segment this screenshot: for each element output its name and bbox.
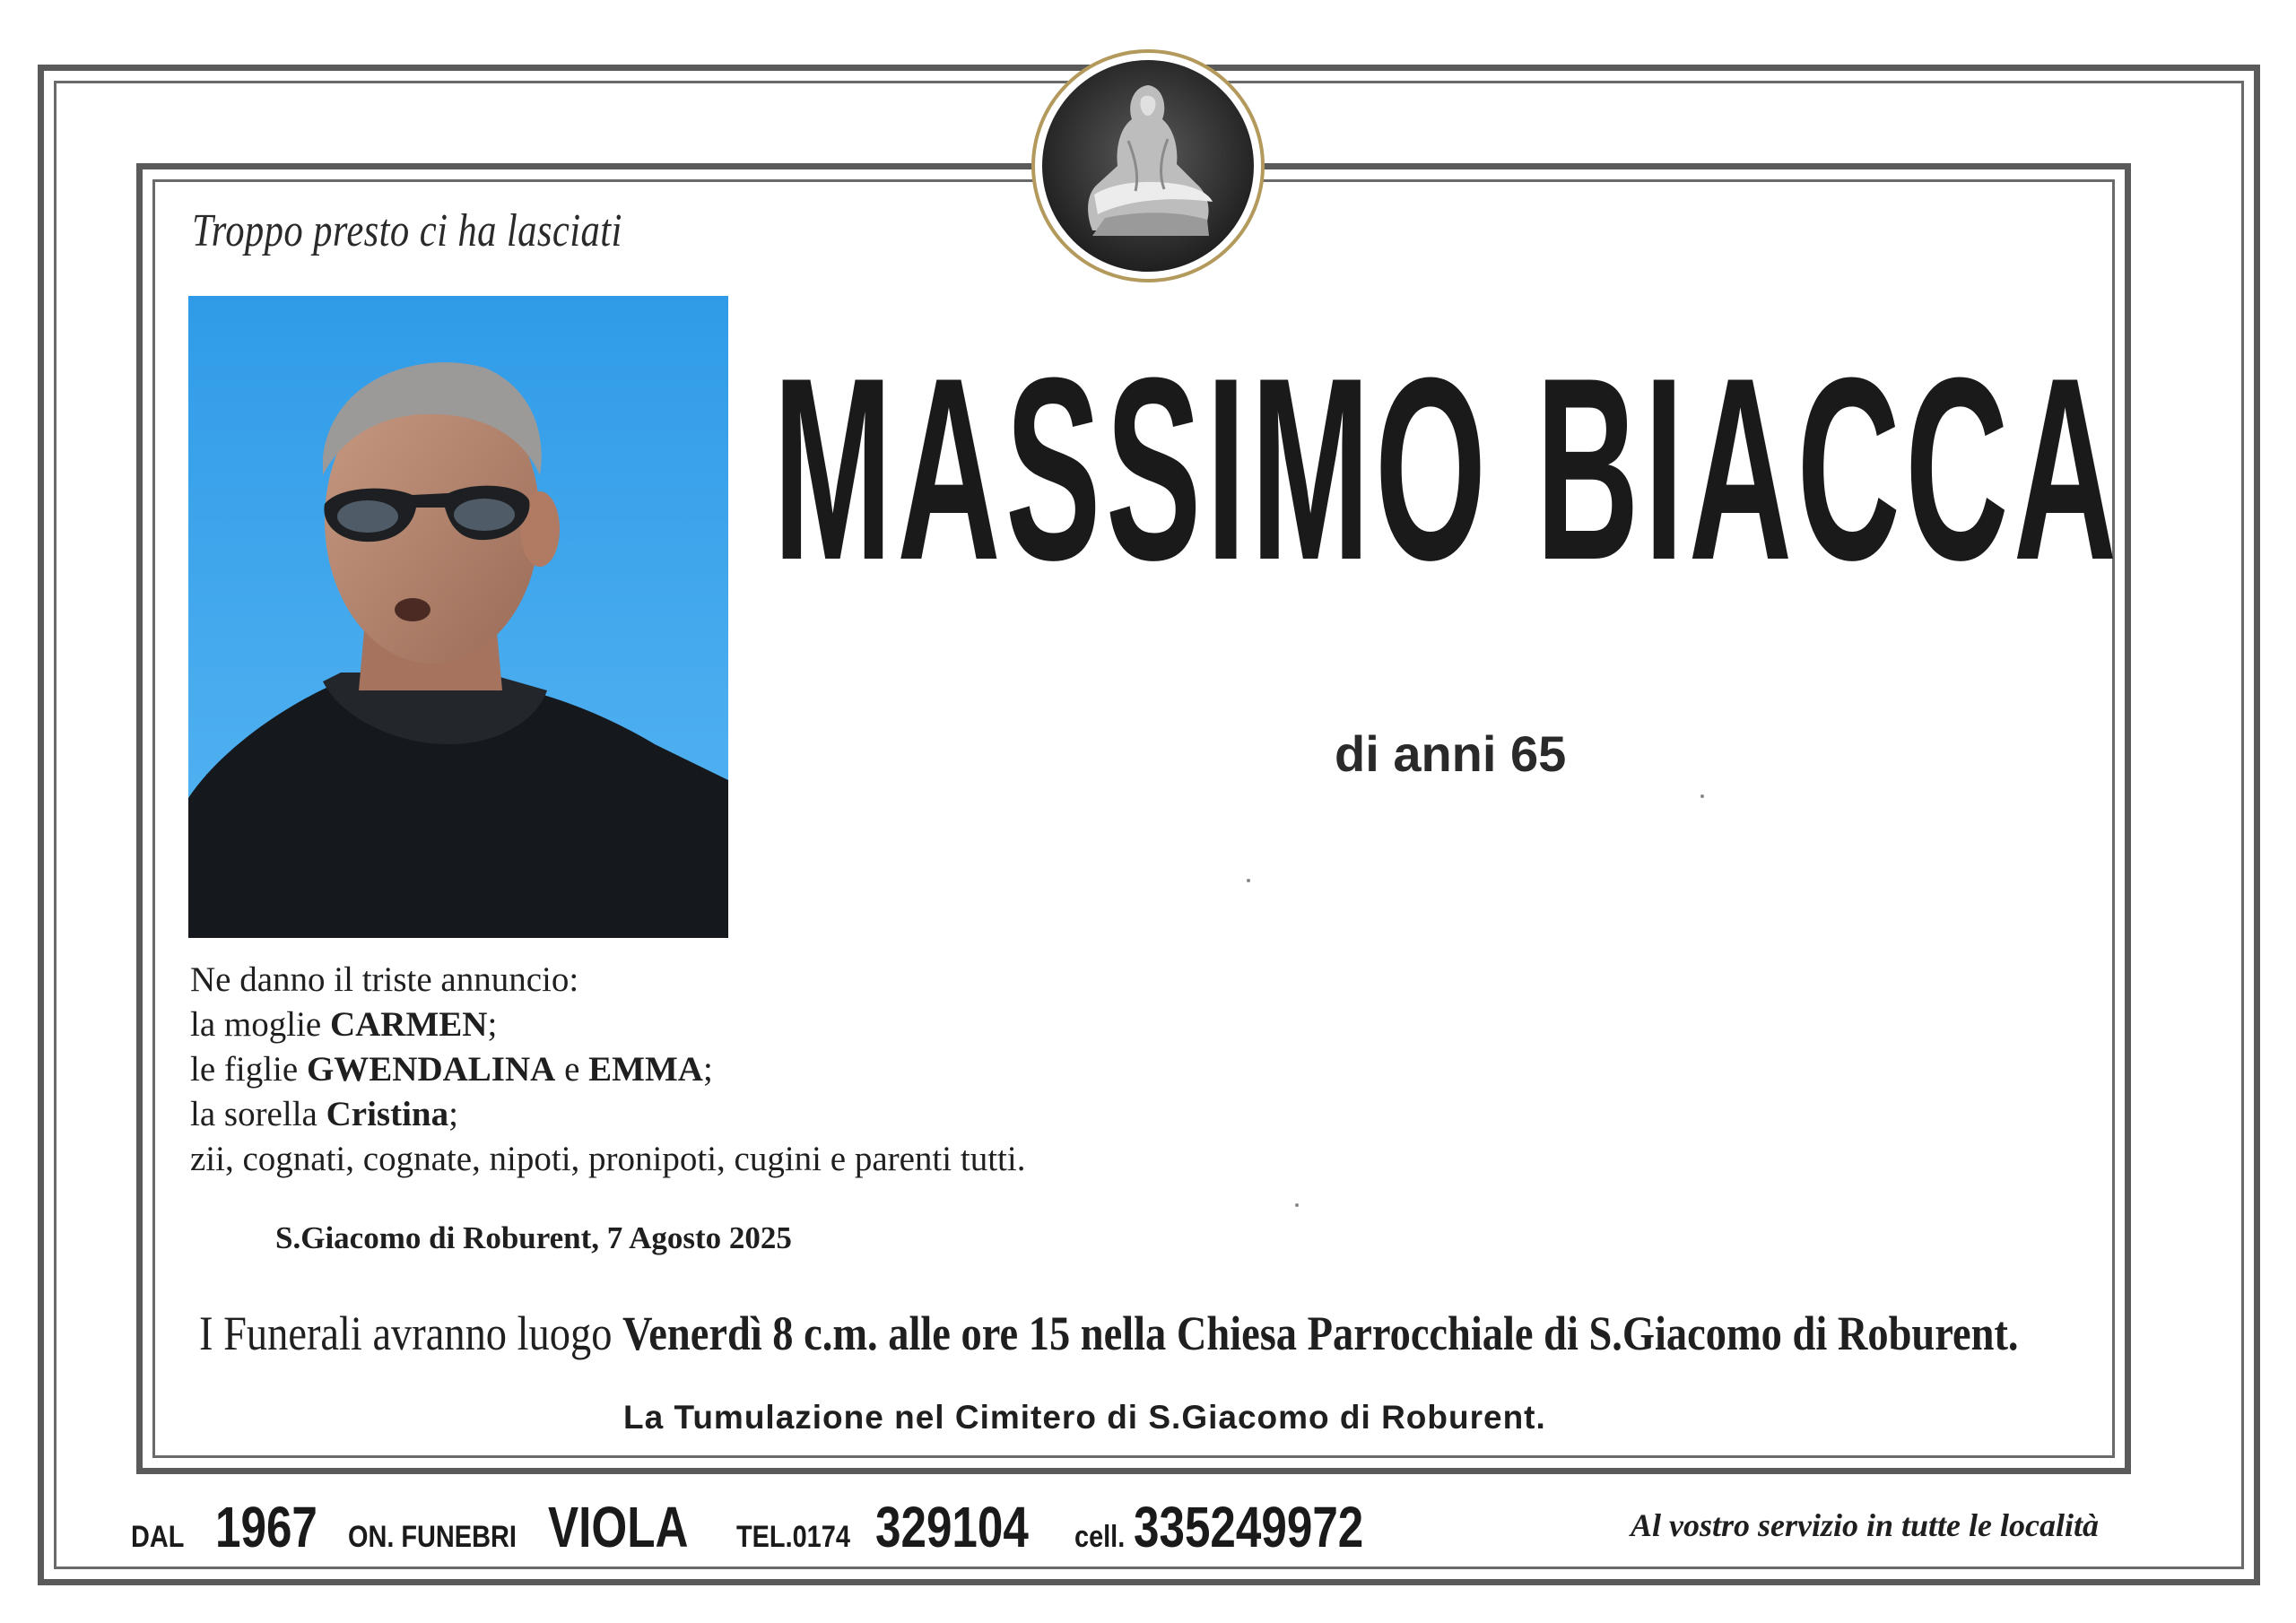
footer-on-funebri: ON. FUNEBRI <box>348 1520 517 1554</box>
pieta-image <box>1042 60 1254 272</box>
footer-cell-label: cell. <box>1074 1520 1125 1554</box>
funeral-home-footer <box>131 1494 1421 1557</box>
daughters-and: e <box>555 1050 589 1089</box>
funeral-details: Venerdì 8 c.m. alle ore 15 nella Chiesa Parrocchiale di S.Giacomo di Roburent. <box>622 1306 2019 1360</box>
scan-speck <box>1247 879 1250 882</box>
daughters-suffix: ; <box>702 1050 713 1089</box>
daughter1-name: GWENDALINA <box>306 1050 556 1089</box>
sister-name: Cristina <box>326 1095 449 1133</box>
scan-speck <box>1295 1203 1299 1207</box>
place-date: S.Giacomo di Roburent, 7 Agosto 2025 <box>275 1220 792 1255</box>
footer-tel: 329104 <box>875 1495 1029 1559</box>
deceased-name: MASSIMO BIACCA <box>773 324 2122 614</box>
wife-name: CARMEN <box>329 1005 488 1044</box>
age-text: di anni 65 <box>1335 725 1567 782</box>
footer-company: VIOLA <box>548 1495 689 1559</box>
sister-prefix: la sorella <box>190 1095 326 1133</box>
portrait-photo <box>188 296 728 938</box>
announcement-daughters <box>190 1047 1025 1092</box>
scan-speck <box>1700 794 1704 798</box>
daughter2-name: EMMA <box>588 1050 703 1089</box>
pieta-medallion <box>1031 49 1265 282</box>
wife-suffix: ; <box>487 1005 498 1044</box>
burial-info: La Tumulazione nel Cimitero di S.Giacomo di Roburent. <box>623 1399 1546 1436</box>
service-slogan: Al vostro servizio in tutte le località <box>1631 1507 2099 1543</box>
funeral-prefix: I Funerali avranno luogo <box>199 1306 623 1360</box>
announcement-sister <box>190 1092 1025 1137</box>
footer-dal: DAL <box>131 1520 185 1554</box>
footer-year: 1967 <box>214 1495 317 1559</box>
footer-tel-label: TEL.0174 <box>735 1520 850 1554</box>
footer-cell: 335249972 <box>1133 1495 1364 1559</box>
motto-text: Troppo presto ci ha lasciati <box>192 205 622 256</box>
announcement-intro: Ne danno il triste annuncio: <box>190 960 579 999</box>
funeral-info <box>199 1306 2019 1361</box>
announcement-block <box>190 958 1025 1182</box>
announcement-wife <box>190 1002 1025 1047</box>
daughters-prefix: le figlie <box>190 1050 307 1089</box>
announcement-relatives: zii, cognati, cognate, nipoti, pronipoti, cugini e parenti tutti. <box>190 1140 1026 1178</box>
sister-suffix: ; <box>448 1095 458 1133</box>
wife-prefix: la moglie <box>190 1005 330 1044</box>
